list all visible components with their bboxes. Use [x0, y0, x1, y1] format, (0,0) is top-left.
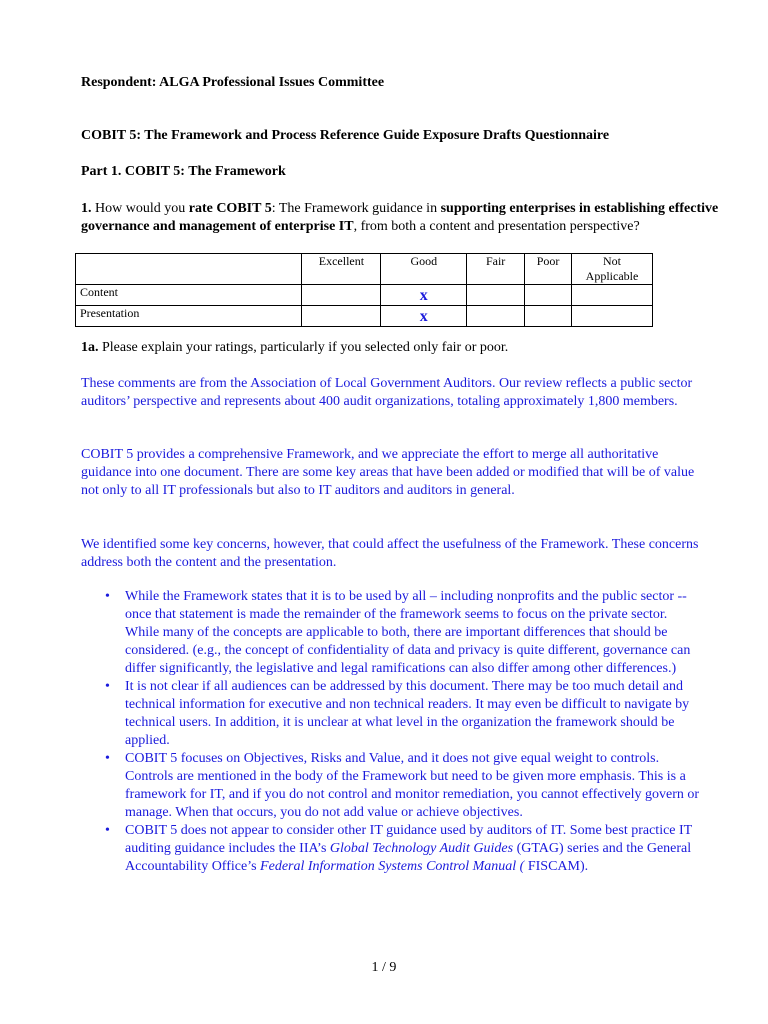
list-item	[81, 750, 701, 822]
question-1a-text: Please explain your ratings, particularly if you selected only fair or poor.	[98, 340, 509, 355]
answer-paragraph-1: These comments are from the Association of Local Government Auditors. Our review reflects a public sector auditors’ perspective and represents about 400 audit organizations, totaling approximately 1,800 members.	[81, 376, 693, 409]
question-text-2: : The Framework guidance in	[271, 201, 441, 216]
list-item	[81, 822, 701, 876]
document-title: COBIT 5: The Framework and Process Reference Guide Exposure Drafts Questionnaire	[81, 128, 610, 143]
question-1a	[81, 340, 508, 356]
rating-row-label: Content	[76, 285, 302, 306]
respondent-line: Respondent: ALGA Professional Issues Committee	[81, 75, 385, 90]
answer-paragraph-2: COBIT 5 provides a comprehensive Framework, and we appreciate the effort to merge all authoritative guidance into one document. There are some key areas that have been added or modified that will be of value not only to all IT professionals but also to IT auditors and auditors in general.	[81, 447, 695, 498]
question-bold-1: rate COBIT 5	[188, 201, 272, 216]
question-text-1: How would you	[91, 201, 189, 216]
question-bold-2: supporting enterprises in establishing effective governance and management of enterprise IT	[81, 201, 719, 234]
rating-row-presentation	[76, 306, 653, 327]
rating-cell-fair	[467, 306, 525, 327]
rating-cell-not-applicable	[572, 306, 653, 327]
rating-row-content	[76, 285, 653, 306]
page-number: 1 / 9	[371, 960, 397, 975]
rating-header-good: Good	[381, 254, 467, 285]
bullet4-text-1: COBIT 5 does not appear to consider other IT guidance used by auditors of IT. Some best practice IT auditing guidance includes the IIA’s	[125, 823, 692, 856]
bullet4-text-2: (GTAG) series and the General Accountability Office’s	[125, 841, 692, 874]
rating-row-label: Presentation	[76, 306, 302, 327]
list-item	[81, 588, 701, 678]
list-item	[81, 678, 701, 750]
rating-header-excellent: Excellent	[302, 254, 381, 285]
list-item-text: COBIT 5 focuses on Objectives, Risks and Value, and it does not give equal weight to controls. Controls are mentioned in the body of the Framework but need to be given more emphasis. This is a framework for IT, and if you do not control and monitor remediation, you cannot effectively govern or manage. When that occurs, you do not add value or achieve objectives.	[125, 751, 700, 820]
bullet4-text-3: FISCAM).	[524, 859, 589, 874]
concerns-list	[81, 588, 701, 876]
question-number: 1.	[81, 201, 92, 216]
rating-header-not-applicable: Not Applicable	[572, 254, 653, 285]
question-1	[81, 200, 731, 236]
bullet-icon: •	[105, 589, 110, 604]
rating-header-poor: Poor	[525, 254, 572, 285]
gtag-title: Global Technology Audit Guides	[329, 841, 514, 856]
rating-cell-poor	[525, 306, 572, 327]
bullet-icon: •	[105, 823, 110, 838]
bullet-icon: •	[105, 679, 110, 694]
list-item-text	[125, 823, 692, 874]
rating-cell-good: x	[381, 285, 467, 306]
part-title: Part 1. COBIT 5: The Framework	[81, 164, 286, 179]
rating-header-fair: Fair	[467, 254, 525, 285]
answer-paragraph-3: We identified some key concerns, however, that could affect the usefulness of the Framework. These concerns address both the content and the presentation.	[81, 537, 699, 570]
question-text-3: , from both a content and presentation perspective?	[353, 219, 640, 234]
rating-table	[75, 253, 653, 327]
list-item-text: While the Framework states that it is to be used by all – including nonprofits and the public sector -- once that statement is made the remainder of the framework seems to focus on the private sector. While many of the concepts are applicable to both, there are important differences that should be considered. (e.g., the concept of confidentiality of data and privacy is quite different, governance can differ significantly, the legislative and legal ramifications can also differ among other differences.)	[125, 589, 691, 676]
bullet-icon: •	[105, 751, 110, 766]
rating-cell-good: x	[381, 306, 467, 327]
rating-cell-fair	[467, 285, 525, 306]
list-item-text: It is not clear if all audiences can be addressed by this document. There may be too much detail and technical information for executive and non technical readers. It may even be difficult to navigate by technical users. In addition, it is unclear at what level in the organization the framework should be applied.	[125, 679, 690, 748]
rating-header-blank	[76, 254, 302, 285]
rating-header-row	[76, 254, 653, 285]
rating-cell-excellent	[302, 306, 381, 327]
fiscam-title: Federal Information Systems Control Manual (	[260, 859, 525, 874]
rating-cell-excellent	[302, 285, 381, 306]
rating-cell-not-applicable	[572, 285, 653, 306]
question-1a-number: 1a.	[81, 340, 99, 355]
rating-cell-poor	[525, 285, 572, 306]
